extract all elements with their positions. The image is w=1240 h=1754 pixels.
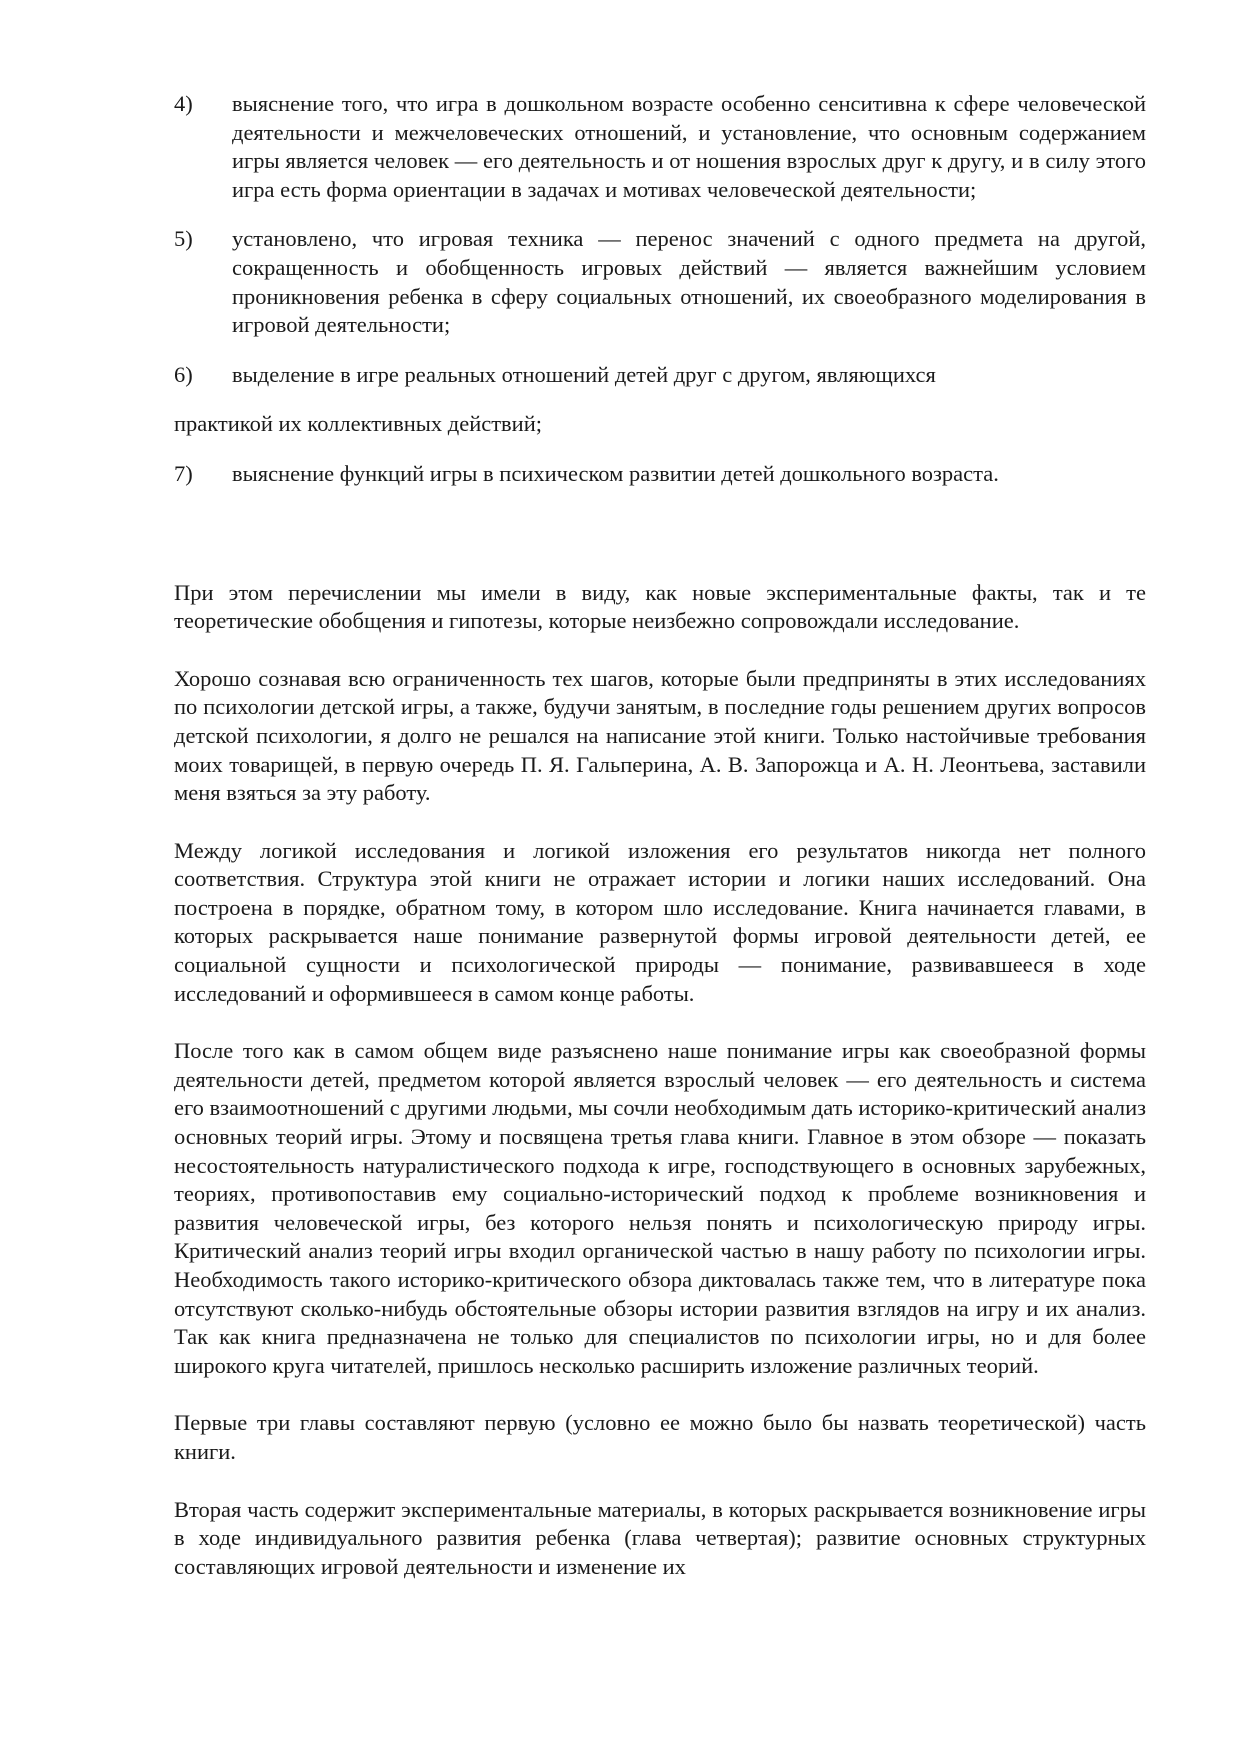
paragraph: После того как в самом общем виде разъяснено наше понимание игры как своеобразной формы деятельности детей, предметом которой является взрослый человек — его деятельность и система его взаимоотношений с другими людьми, мы сочли необходимым дать историко-критический анализ основных теорий игры. Этому и посвящена третья глава книги. Главное в этом обзоре — показать несостоятельность натуралистического подхода к игре, господствующего в основных зарубежных, теориях, противопоставив ему социально-исторический подход к проблеме возникновения и развития человеческой игры, без которого нельзя понять и психологическую природу игры. Критический анализ теорий игры входил органической частью в нашу работу по психологии игры. Необходимость такого историко-критического обзора диктовалась также тем, что в литературе пока отсутствуют сколько-нибудь обстоятельные обзоры истории развития взглядов на игру и их анализ. Так как книга предназначена не только для специалистов по психологии игры, но и для более широкого круга читателей, пришлось несколько расширить изложение различных теорий. [174,1038,1146,1378]
list-number: 5) [174,226,193,252]
paragraph: При этом перечислении мы имели в виду, как новые экспериментальные факты, так и те теоретические обобщения и гипотезы, которые неизбежно сопровождали исследование. [174,579,1146,634]
paragraph: Вторая часть содержит экспериментальные материалы, в которых раскрывается возникновение игры в ходе индивидуального развития ребенка (глава четвертая); развитие основных структурных составляющих игровой деятельности и изменение их [174,1496,1146,1579]
list-item-7 [174,460,1146,489]
document-page [174,90,1146,1581]
paragraph: Хорошо сознавая всю ограниченность тех шагов, которые были предприняты в этих исследованиях по психологии детской игры, а также, будучи занятым, в последние годы решением других вопросов детской психологии, я долго не решался на написание этой книги. Только настойчивые требования моих товарищей, в первую очередь П. Я. Гальперина, А. В. Запорожца и А. Н. Леонтьева, заставили меня взяться за эту работу. [174,665,1146,806]
paragraph: Первые три главы составляют первую (условно ее можно было бы назвать теоретической) часть книги. [174,1410,1146,1464]
list-number: 6) [174,361,193,387]
list-item-4 [174,90,1146,204]
list-text-continuation: практикой их коллективных действий; [174,411,543,437]
list-text: выяснение того, что игра в дошкольном возрасте особенно сенситивна к сфере человеческой деятельности и межчеловеческих отношений, и установление, что основным содержанием игры является человек — его деятельность и от ношения взрослых друг к другу, и в силу этого игра есть форма ориентации в задачах и мотивах человеческой деятельности; [232,91,1146,202]
list-item-6 [174,361,1146,439]
list-text: установлено, что игровая техника — перенос значений с одного предмета на другой, сокращенность и обобщенность игровых действий — является важнейшим условием проникновения ребенка в сферу социальных отношений, их своеобразного моделирования в игровой деятельности; [232,226,1146,338]
paragraph: Между логикой исследования и логикой изложения его результатов никогда нет полного соответствия. Структура этой книги не отражает истории и логики наших исследований. Она построена в порядке, обратном тому, в котором шло исследование. Книга начинается главами, в которых раскрывается наше понимание развернутой формы игровой деятельности детей, ее социальной сущности и психологической природы — понимание, развивавшееся в ходе исследований и оформившееся в самом конце работы. [174,837,1146,1006]
list-text: выделение в игре реальных отношений детей друг с другом, являющихся [232,361,936,387]
list-text: выяснение функций игры в психическом развитии детей дошкольного возраста. [232,460,999,486]
list-number: 4) [174,91,193,116]
list-number: 7) [174,460,193,486]
list-item-5 [174,225,1146,339]
